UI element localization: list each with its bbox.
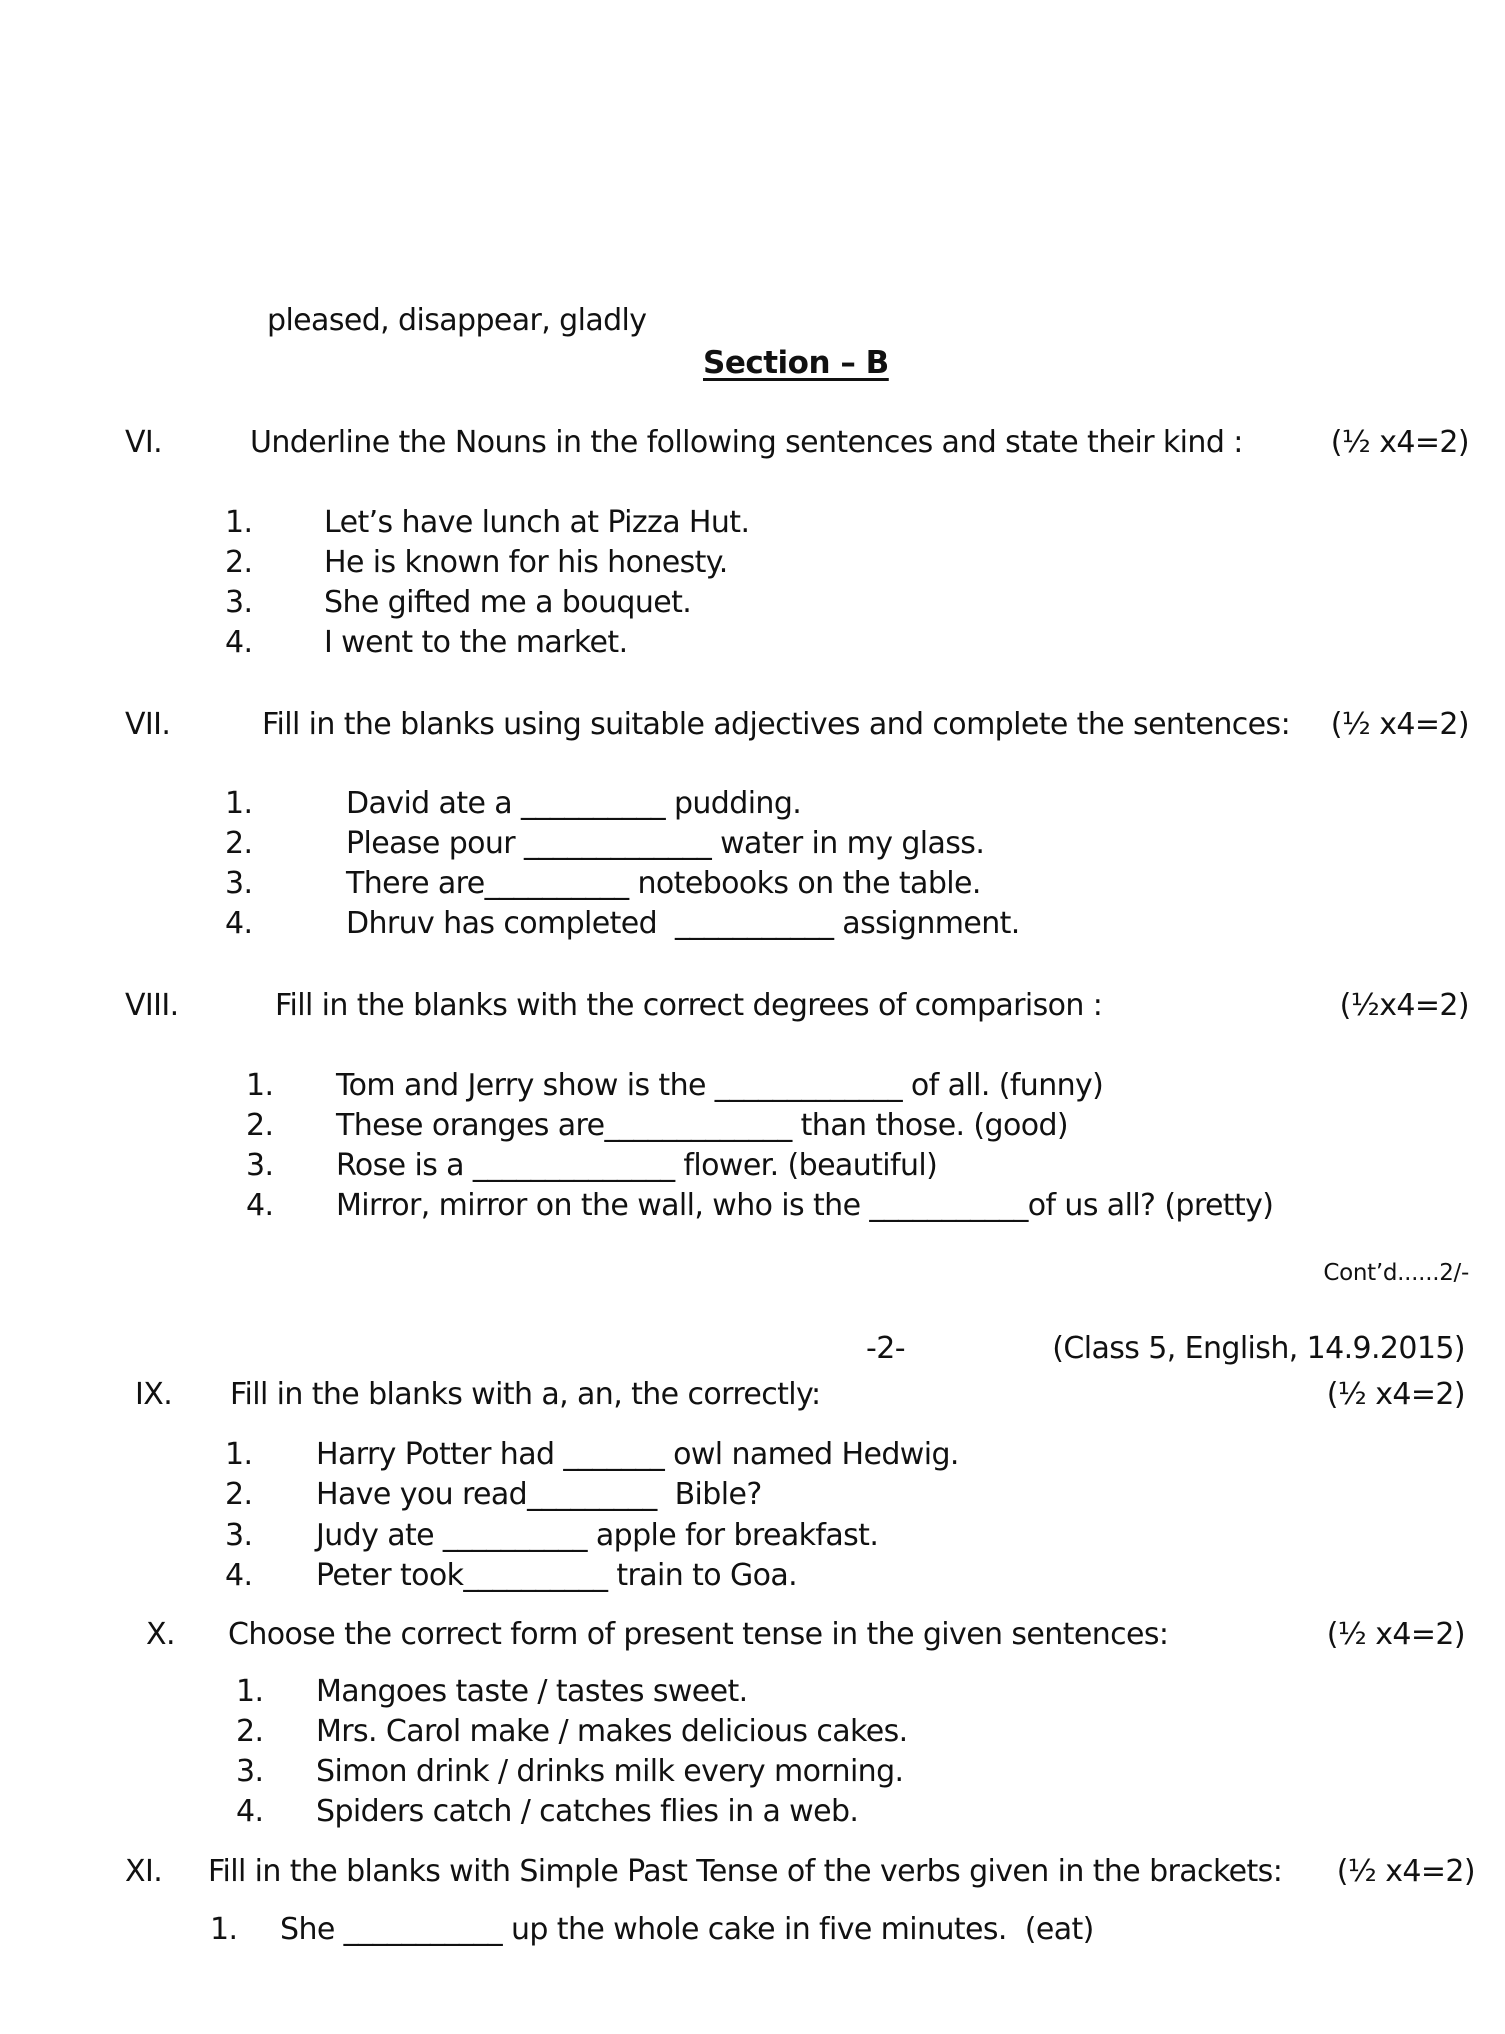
page-number: -2- xyxy=(866,1331,905,1366)
item-text: Rose is a ______________ flower. (beautiful) xyxy=(336,1148,938,1183)
item-text: She gifted me a bouquet. xyxy=(324,585,692,620)
item-text: Tom and Jerry show is the _____________ of all. (funny) xyxy=(336,1068,1104,1103)
item-text: Dhruv has completed ___________ assignment. xyxy=(346,906,1020,941)
item-number: 1. xyxy=(236,1674,264,1709)
question-instruction: Fill in the blanks with Simple Past Tense of the verbs given in the brackets: xyxy=(208,1854,1283,1889)
item-text: Mrs. Carol make / makes delicious cakes. xyxy=(316,1714,908,1749)
item-text: Spiders catch / catches flies in a web. xyxy=(316,1794,859,1829)
question-instruction: Underline the Nouns in the following sentences and state their kind : xyxy=(250,425,1243,460)
item-text: I went to the market. xyxy=(324,625,628,660)
carryover-word-list: pleased, disappear, gladly xyxy=(267,303,647,338)
item-number: 3. xyxy=(225,585,253,620)
item-number: 3. xyxy=(236,1754,264,1789)
question-marks: (½ x4=2) xyxy=(1336,1854,1475,1889)
item-text: He is known for his honesty. xyxy=(324,545,728,580)
question-numeral: VIII. xyxy=(125,988,179,1023)
item-text: Have you read_________ Bible? xyxy=(316,1477,762,1512)
item-text: David ate a __________ pudding. xyxy=(346,786,802,821)
item-text: Let’s have lunch at Pizza Hut. xyxy=(324,505,750,540)
question-numeral: IX. xyxy=(135,1377,173,1412)
item-number: 3. xyxy=(225,1518,253,1553)
item-number: 3. xyxy=(225,866,253,901)
question-numeral: X. xyxy=(146,1617,175,1652)
question-numeral: VI. xyxy=(125,425,163,460)
item-number: 4. xyxy=(225,1558,253,1593)
item-text: Please pour _____________ water in my glass. xyxy=(346,826,985,861)
item-number: 3. xyxy=(246,1148,274,1183)
item-number: 2. xyxy=(225,826,253,861)
item-number: 1. xyxy=(225,786,253,821)
question-marks: (½x4=2) xyxy=(1339,988,1469,1023)
item-number: 2. xyxy=(236,1714,264,1749)
item-number: 1. xyxy=(225,505,253,540)
question-instruction: Choose the correct form of present tense in the given sentences: xyxy=(228,1617,1169,1652)
question-marks: (½ x4=2) xyxy=(1330,425,1469,460)
question-marks: (½ x4=2) xyxy=(1330,707,1469,742)
question-instruction: Fill in the blanks with a, an, the correctly: xyxy=(230,1377,821,1412)
question-numeral: XI. xyxy=(125,1854,163,1889)
item-text: Peter took__________ train to Goa. xyxy=(316,1558,798,1593)
item-text: Harry Potter had _______ owl named Hedwig. xyxy=(316,1437,959,1472)
continued-note: Cont’d......2/- xyxy=(1323,1260,1469,1286)
item-text: These oranges are_____________ than those. (good) xyxy=(336,1108,1069,1143)
item-number: 2. xyxy=(225,545,253,580)
item-text: She ___________ up the whole cake in five minutes. (eat) xyxy=(280,1912,1094,1947)
item-number: 4. xyxy=(225,906,253,941)
question-instruction: Fill in the blanks with the correct degrees of comparison : xyxy=(275,988,1103,1023)
item-number: 2. xyxy=(246,1108,274,1143)
paper-info: (Class 5, English, 14.9.2015) xyxy=(1052,1331,1465,1366)
item-number: 1. xyxy=(225,1437,253,1472)
question-numeral: VII. xyxy=(125,707,171,742)
item-number: 1. xyxy=(210,1912,238,1947)
item-text: Mangoes taste / tastes sweet. xyxy=(316,1674,748,1709)
item-text: Simon drink / drinks milk every morning. xyxy=(316,1754,904,1789)
question-instruction: Fill in the blanks using suitable adjectives and complete the sentences: xyxy=(262,707,1291,742)
item-text: There are__________ notebooks on the table. xyxy=(346,866,981,901)
section-title: Section – B xyxy=(703,345,889,381)
item-number: 4. xyxy=(246,1188,274,1223)
question-marks: (½ x4=2) xyxy=(1326,1617,1465,1652)
item-number: 1. xyxy=(246,1068,274,1103)
item-number: 4. xyxy=(225,625,253,660)
question-marks: (½ x4=2) xyxy=(1326,1377,1465,1412)
item-text: Judy ate __________ apple for breakfast. xyxy=(316,1518,879,1553)
item-number: 2. xyxy=(225,1477,253,1512)
item-number: 4. xyxy=(236,1794,264,1829)
item-text: Mirror, mirror on the wall, who is the ___________of us all? (pretty) xyxy=(336,1188,1274,1223)
